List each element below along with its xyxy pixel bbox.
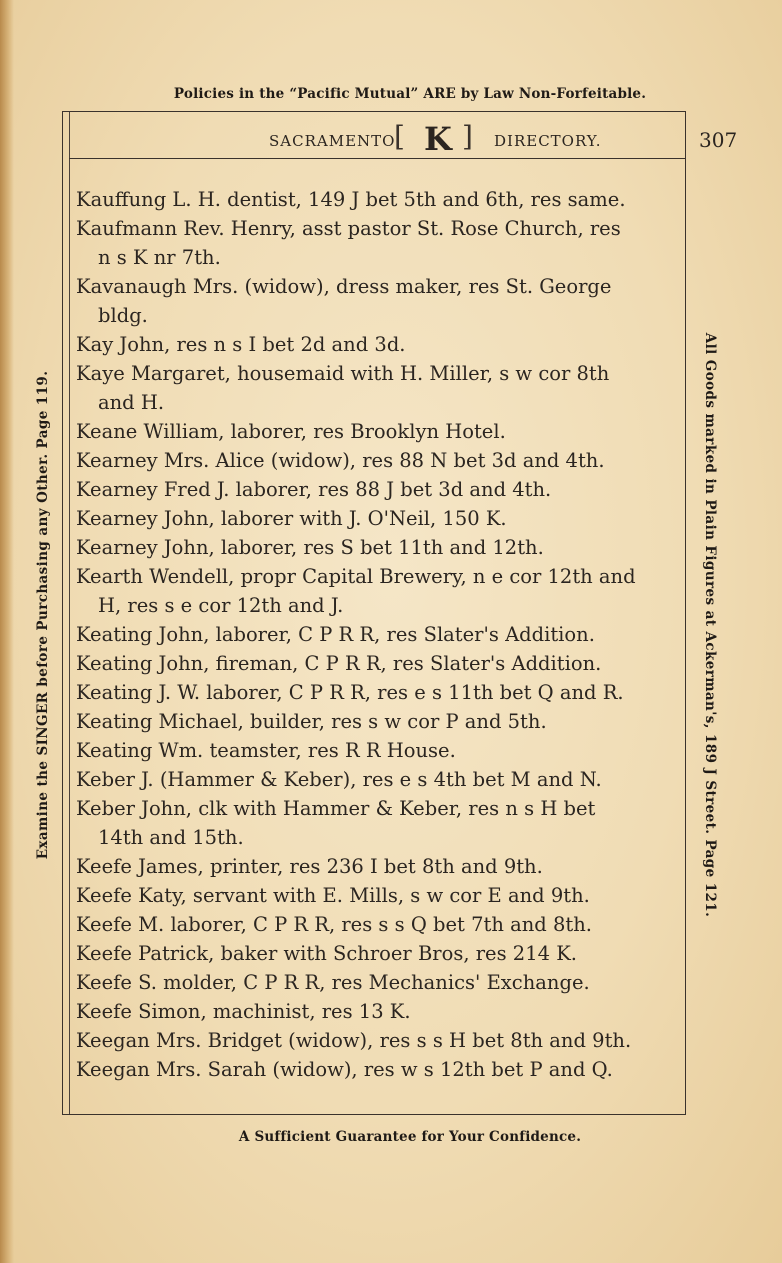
directory-entry (76, 214, 676, 272)
entry-text: Keating John, laborer, C P R R, res Slater's Addition. (76, 623, 595, 646)
running-head-directory: DIRECTORY. (494, 132, 602, 150)
running-head-city: SACRAMENTO (269, 132, 396, 150)
entry-text: Keefe S. molder, C P R R, res Mechanics' Exchange. (76, 971, 590, 994)
directory-entry (76, 446, 676, 475)
bottom-advert-banner: A Sufficient Guarantee for Your Confidence. (238, 1129, 582, 1145)
entry-text: Keefe Patrick, baker with Schroer Bros, res 214 K. (76, 942, 577, 965)
entry-text: Keber J. (Hammer & Keber), res e s 4th bet M and N. (76, 768, 602, 791)
directory-entry (76, 794, 676, 852)
right-margin-advert: All Goods marked in Plain Figures at Ackerman's, 189 J Street. Page 121. (702, 332, 718, 918)
frame-inner-rule (69, 112, 70, 1114)
entry-text: Keefe Simon, machinist, res 13 K. (76, 1000, 411, 1023)
entry-text: Keegan Mrs. Sarah (widow), res w s 12th bet P and Q. (76, 1058, 613, 1081)
directory-entry (76, 504, 676, 533)
entry-text: Kaufmann Rev. Henry, asst pastor St. Rose Church, res (76, 217, 621, 240)
entry-text: Keating John, fireman, C P R R, res Slater's Addition. (76, 652, 602, 675)
directory-entry (76, 649, 676, 678)
entry-text: Keating Michael, builder, res s w cor P and 5th. (76, 710, 547, 733)
directory-entry (76, 968, 676, 997)
directory-entry (76, 910, 676, 939)
entry-text: Kearney Mrs. Alice (widow), res 88 N bet 3d and 4th. (76, 449, 605, 472)
entry-continuation: 14th and 15th. (98, 826, 244, 849)
entry-text: Keber John, clk with Hammer & Keber, res n s H bet (76, 797, 596, 820)
directory-entry (76, 272, 676, 330)
page-number: 307 (699, 128, 738, 152)
directory-entry (76, 997, 676, 1026)
entry-continuation: and H. (98, 391, 165, 414)
entry-text: Kearney John, laborer, res S bet 11th and 12th. (76, 536, 544, 559)
directory-entry (76, 330, 676, 359)
entry-text: Keefe James, printer, res 236 I bet 8th and 9th. (76, 855, 543, 878)
directory-entry (76, 417, 676, 446)
directory-entry (76, 1026, 676, 1055)
entry-continuation: H, res s e cor 12th and J. (98, 594, 344, 617)
entry-text: Kearth Wendell, propr Capital Brewery, n e cor 12th and (76, 565, 636, 588)
directory-entry (76, 852, 676, 881)
directory-entry (76, 765, 676, 794)
entry-text: Keane William, laborer, res Brooklyn Hotel. (76, 420, 506, 443)
directory-entry (76, 1055, 676, 1084)
entry-continuation: bldg. (98, 304, 148, 327)
directory-entry (76, 475, 676, 504)
running-head-bracket-left: [ (394, 120, 405, 153)
book-spine-edge (0, 0, 14, 1263)
head-rule (69, 158, 685, 159)
directory-entry (76, 533, 676, 562)
entry-text: Keefe M. laborer, C P R R, res s s Q bet 7th and 8th. (76, 913, 592, 936)
entry-text: Kearney John, laborer with J. O'Neil, 150 K. (76, 507, 507, 530)
directory-entry (76, 359, 676, 417)
directory-entry (76, 562, 676, 620)
entry-text: Keegan Mrs. Bridget (widow), res s s H bet 8th and 9th. (76, 1029, 632, 1052)
directory-entry (76, 939, 676, 968)
entry-text: Keating J. W. laborer, C P R R, res e s 11th bet Q and R. (76, 681, 624, 704)
directory-entry (76, 678, 676, 707)
entry-text: Kauffung L. H. dentist, 149 J bet 5th and 6th, res same. (76, 188, 626, 211)
entry-text: Kavanaugh Mrs. (widow), dress maker, res St. George (76, 275, 612, 298)
top-advert-banner: Policies in the “Pacific Mutual” ARE by Law Non-Forfeitable. (173, 86, 647, 102)
directory-entry (76, 881, 676, 910)
directory-entry (76, 620, 676, 649)
running-head-letter: K (424, 120, 452, 158)
entry-continuation: n s K nr 7th. (98, 246, 221, 269)
entry-text: Keating Wm. teamster, res R R House. (76, 739, 456, 762)
running-head-bracket-right: ] (462, 120, 473, 153)
directory-entry (76, 736, 676, 765)
left-margin-advert: Examine the SINGER before Purchasing any Other. Page 119. (35, 370, 51, 860)
running-head (119, 120, 738, 158)
entry-text: Kay John, res n s I bet 2d and 3d. (76, 333, 406, 356)
entry-text: Keefe Katy, servant with E. Mills, s w cor E and 9th. (76, 884, 590, 907)
directory-entry (76, 707, 676, 736)
entry-text: Kearney Fred J. laborer, res 88 J bet 3d and 4th. (76, 478, 552, 501)
entry-text: Kaye Margaret, housemaid with H. Miller, s w cor 8th (76, 362, 610, 385)
directory-entry (76, 185, 676, 214)
directory-entries (76, 185, 676, 1084)
